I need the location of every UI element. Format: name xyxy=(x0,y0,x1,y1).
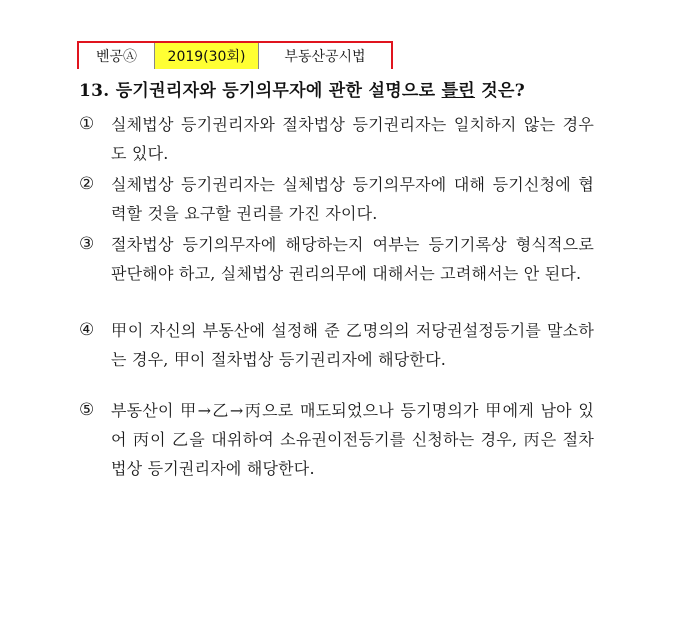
option-text: 실체법상 등기권리자는 실체법상 등기의무자에 대해 등기신청에 협력할 것을 요구할 권리를 가진 자이다. xyxy=(111,175,594,223)
option-text: 절차법상 등기의무자에 해당하는지 여부는 등기기록상 형식적으로 판단해야 하고, 실체법상 권리의무에 대해서는 고려해서는 안 된다. xyxy=(111,235,594,283)
exam-year-label: 2019(30회) xyxy=(154,43,259,69)
answer-option-2[interactable] xyxy=(79,170,594,228)
option-text: 甲이 자신의 부동산에 설정해 준 乙명의의 저당권설정등기를 말소하는 경우, 甲이 절차법상 등기권리자에 해당한다. xyxy=(111,321,594,369)
option-text: 실체법상 등기권리자와 절차법상 등기권리자는 일치하지 않는 경우도 있다. xyxy=(111,115,594,163)
answer-option-1[interactable] xyxy=(79,110,594,168)
question-title xyxy=(79,76,525,101)
exam-source-label: 벤공Ⓐ xyxy=(95,49,138,65)
question-emphasis: 틀린 xyxy=(441,81,476,101)
exam-source-header xyxy=(77,41,393,69)
question-text-end: 것은? xyxy=(481,81,525,101)
question-number: 13. xyxy=(79,81,110,101)
option-text: 부동산이 甲→乙→丙으로 매도되었으나 등기명의가 甲에게 남아 있어 丙이 乙을 대위하여 소유권이전등기를 신청하는 경우, 丙은 절차법상 등기권리자에 해당한다. xyxy=(111,401,594,478)
exam-subject-label: 부동산공시법 xyxy=(284,49,366,65)
option-number: ⑤ xyxy=(79,400,95,420)
option-number: ④ xyxy=(79,320,95,340)
option-number: ② xyxy=(79,174,95,194)
answer-option-4[interactable] xyxy=(79,316,594,374)
option-number: ③ xyxy=(79,234,95,254)
option-number: ① xyxy=(79,114,95,134)
answer-option-5[interactable] xyxy=(79,396,594,483)
answer-option-3[interactable] xyxy=(79,230,594,288)
question-text: 등기권리자와 등기의무자에 관한 설명으로 xyxy=(115,81,436,101)
